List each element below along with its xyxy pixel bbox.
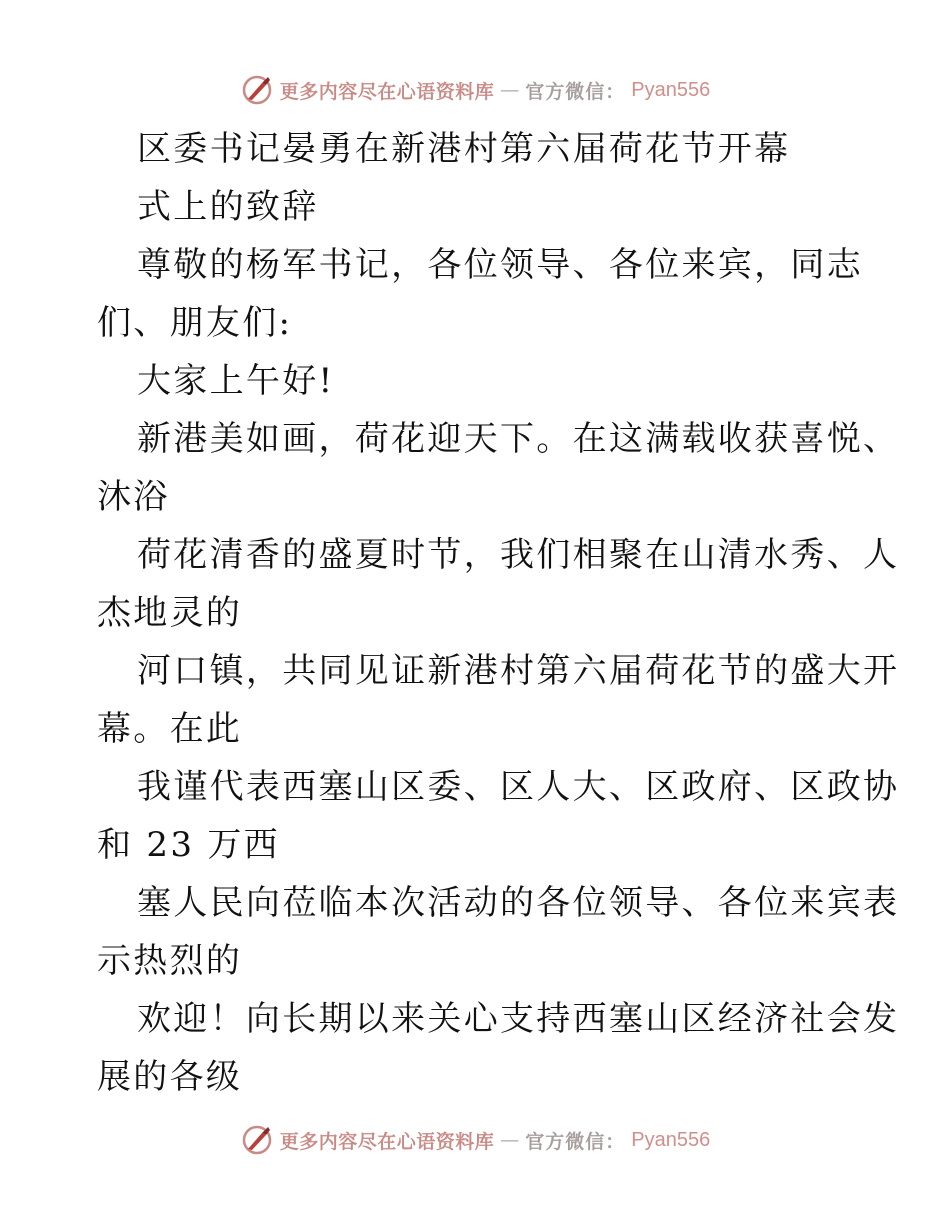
paragraph-line: 塞人民向莅临本次活动的各位领导、各位来宾表 bbox=[137, 883, 900, 923]
paragraph-line: 欢迎！向长期以来关心支持西塞山区经济社会发 bbox=[137, 999, 900, 1039]
title-line-1: 区委书记晏勇在新港村第六届荷花节开幕 bbox=[137, 129, 791, 169]
watermark-official-label: 官方微信： bbox=[525, 80, 626, 103]
header-watermark bbox=[0, 70, 950, 110]
paragraph-line: 杰地灵的 bbox=[97, 593, 243, 633]
paragraph-line: 示热烈的 bbox=[97, 941, 243, 981]
paragraph-line: 展的各级 bbox=[97, 1057, 243, 1097]
watermark-dash: — bbox=[500, 1129, 520, 1151]
greeting-line: 大家上午好! bbox=[137, 361, 335, 401]
watermark-wechat-id: Pyan556 bbox=[631, 1128, 711, 1151]
watermark-title: 更多内容尽在心语资料库 bbox=[279, 1130, 495, 1153]
salutation-line-2: 们、朋友们: bbox=[97, 303, 293, 343]
paragraph-line: 我谨代表西塞山区委、区人大、区政府、区政协 bbox=[137, 767, 900, 807]
paragraph-line: 幕。在此 bbox=[97, 709, 243, 749]
watermark-dash: — bbox=[500, 79, 520, 101]
watermark-wechat-id: Pyan556 bbox=[631, 78, 711, 101]
quill-pen-icon bbox=[240, 73, 274, 107]
title-line-2: 式上的致辞 bbox=[137, 187, 319, 227]
paragraph-line: 和 23 万西 bbox=[97, 825, 280, 865]
footer-watermark bbox=[0, 1120, 950, 1160]
salutation-line-1: 尊敬的杨军书记，各位领导、各位来宾，同志 bbox=[137, 245, 863, 285]
quill-pen-icon bbox=[240, 1123, 274, 1157]
paragraph-line: 荷花清香的盛夏时节，我们相聚在山清水秀、人 bbox=[137, 535, 900, 575]
watermark-official-label: 官方微信： bbox=[525, 1130, 626, 1153]
paragraph-line: 河口镇，共同见证新港村第六届荷花节的盛大开 bbox=[137, 651, 900, 691]
paragraph-line: 新港美如画，荷花迎天下。在这满载收获喜悦、 bbox=[137, 419, 900, 459]
paragraph-line: 沐浴 bbox=[97, 477, 170, 517]
watermark-title: 更多内容尽在心语资料库 bbox=[279, 80, 495, 103]
